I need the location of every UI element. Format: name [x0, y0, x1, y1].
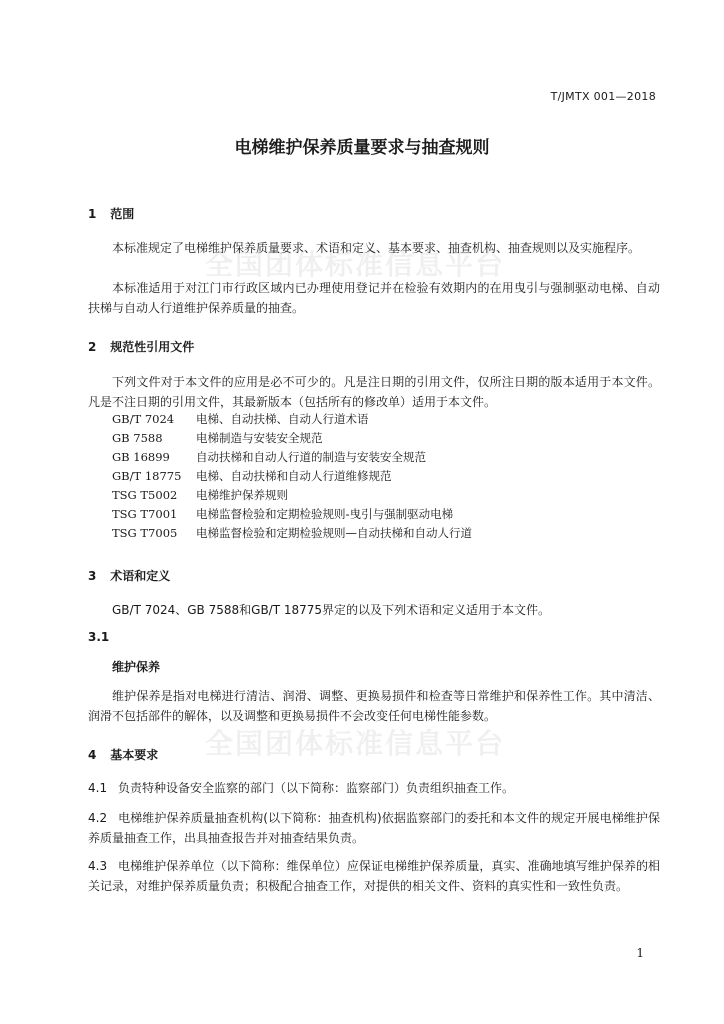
- reference-item: [112, 429, 323, 447]
- page-number: 1: [636, 946, 644, 960]
- requirement-item: [88, 808, 660, 848]
- standard-code: T/JMTX 001—2018: [550, 90, 656, 103]
- section-number: 2: [88, 340, 97, 354]
- term-definition: 维护保养是指对电梯进行清洁、润滑、调整、更换易损件和检查等日常维护和保养性工作。其中清洁、润滑不包括部件的解体，以及调整和更换易损件不会改变任何电梯性能参数。: [88, 689, 660, 723]
- reference-item: [112, 524, 472, 542]
- requirement-text: 负责特种设备安全监察的部门（以下简称：监察部门）负责组织抽查工作。: [118, 781, 515, 795]
- requirement-number: 4.1: [88, 781, 108, 795]
- section-heading-terms-definitions: [88, 567, 170, 584]
- scope-paragraph-1: 本标准规定了电梯维护保养质量要求、术语和定义、基本要求、抽查机构、抽查规则以及实施程序。: [112, 241, 641, 255]
- requirement-item: [88, 778, 660, 798]
- watermark-top: 全国团体标准信息平台: [205, 248, 506, 281]
- reference-code: TSG T7001: [112, 507, 178, 521]
- reference-item: [112, 505, 453, 523]
- section-title: 范围: [110, 207, 135, 221]
- reference-code: GB 16899: [112, 450, 170, 464]
- section-heading-basic-requirements: [88, 746, 158, 763]
- reference-code: TSG T5002: [112, 488, 178, 502]
- requirement-item: [88, 856, 660, 896]
- reference-name: 电梯制造与安装安全规范: [196, 431, 323, 445]
- section-number: 4: [88, 748, 97, 762]
- requirement-text: 电梯维护保养质量抽查机构(以下简称：抽查机构)依据监察部门的委托和本文件的规定开展电梯维护保养质量抽查工作，出具抽查报告并对抽查结果负责。: [88, 811, 660, 845]
- section-title: 基本要求: [110, 748, 159, 762]
- reference-name: 电梯、自动扶梯和自动人行道维修规范: [196, 469, 392, 483]
- section-number: 1: [88, 207, 97, 221]
- reference-name: 自动扶梯和自动人行道的制造与安装安全规范: [196, 450, 426, 464]
- section-heading-normative-references: [88, 338, 194, 355]
- section-title: 规范性引用文件: [110, 340, 195, 354]
- requirement-number: 4.3: [88, 859, 108, 873]
- reference-code: GB/T 7024: [112, 412, 175, 426]
- term-title: 维护保养: [112, 660, 161, 674]
- reference-name: 电梯、自动扶梯、自动人行道术语: [196, 412, 369, 426]
- terms-intro-paragraph: GB/T 7024、GB 7588和GB/T 18775界定的以及下列术语和定义适用于本文件。: [112, 603, 551, 617]
- reference-item: [112, 486, 288, 504]
- references-intro-paragraph: 下列文件对于本文件的应用是必不可少的。凡是注日期的引用文件，仅所注日期的版本适用于本文件。凡是不注日期的引用文件，其最新版本（包括所有的修改单）适用于本文件。: [88, 375, 660, 409]
- reference-item: [112, 448, 426, 466]
- section-heading-scope: [88, 205, 134, 222]
- watermark-middle: 全国团体标准信息平台: [205, 727, 506, 760]
- reference-code: GB/T 18775: [112, 469, 182, 483]
- reference-name: 电梯监督检验和定期检验规则-曳引与强制驱动电梯: [196, 507, 454, 521]
- subsection-number: 3.1: [88, 630, 110, 644]
- reference-item: [112, 410, 369, 428]
- scope-paragraph-2: 本标准适用于对江门市行政区域内已办理使用登记并在检验有效期内的在用曳引与强制驱动电梯、自动扶梯与自动人行道维护保养质量的抽查。: [88, 281, 660, 315]
- reference-code: TSG T7005: [112, 526, 178, 540]
- reference-code: GB 7588: [112, 431, 163, 445]
- reference-item: [112, 467, 392, 485]
- section-number: 3: [88, 569, 97, 583]
- reference-name: 电梯监督检验和定期检验规则—自动扶梯和自动人行道: [196, 526, 472, 540]
- reference-name: 电梯维护保养规则: [196, 488, 288, 502]
- requirement-text: 电梯维护保养单位（以下简称：维保单位）应保证电梯维护保养质量，真实、准确地填写维护保养的相关记录，对维护保养质量负责；积极配合抽查工作，对提供的相关文件、资料的真实性和一致性负责。: [88, 859, 660, 893]
- requirement-number: 4.2: [88, 811, 108, 825]
- section-title: 术语和定义: [110, 569, 171, 583]
- document-title: 电梯维护保养质量要求与抽查规则: [234, 138, 490, 158]
